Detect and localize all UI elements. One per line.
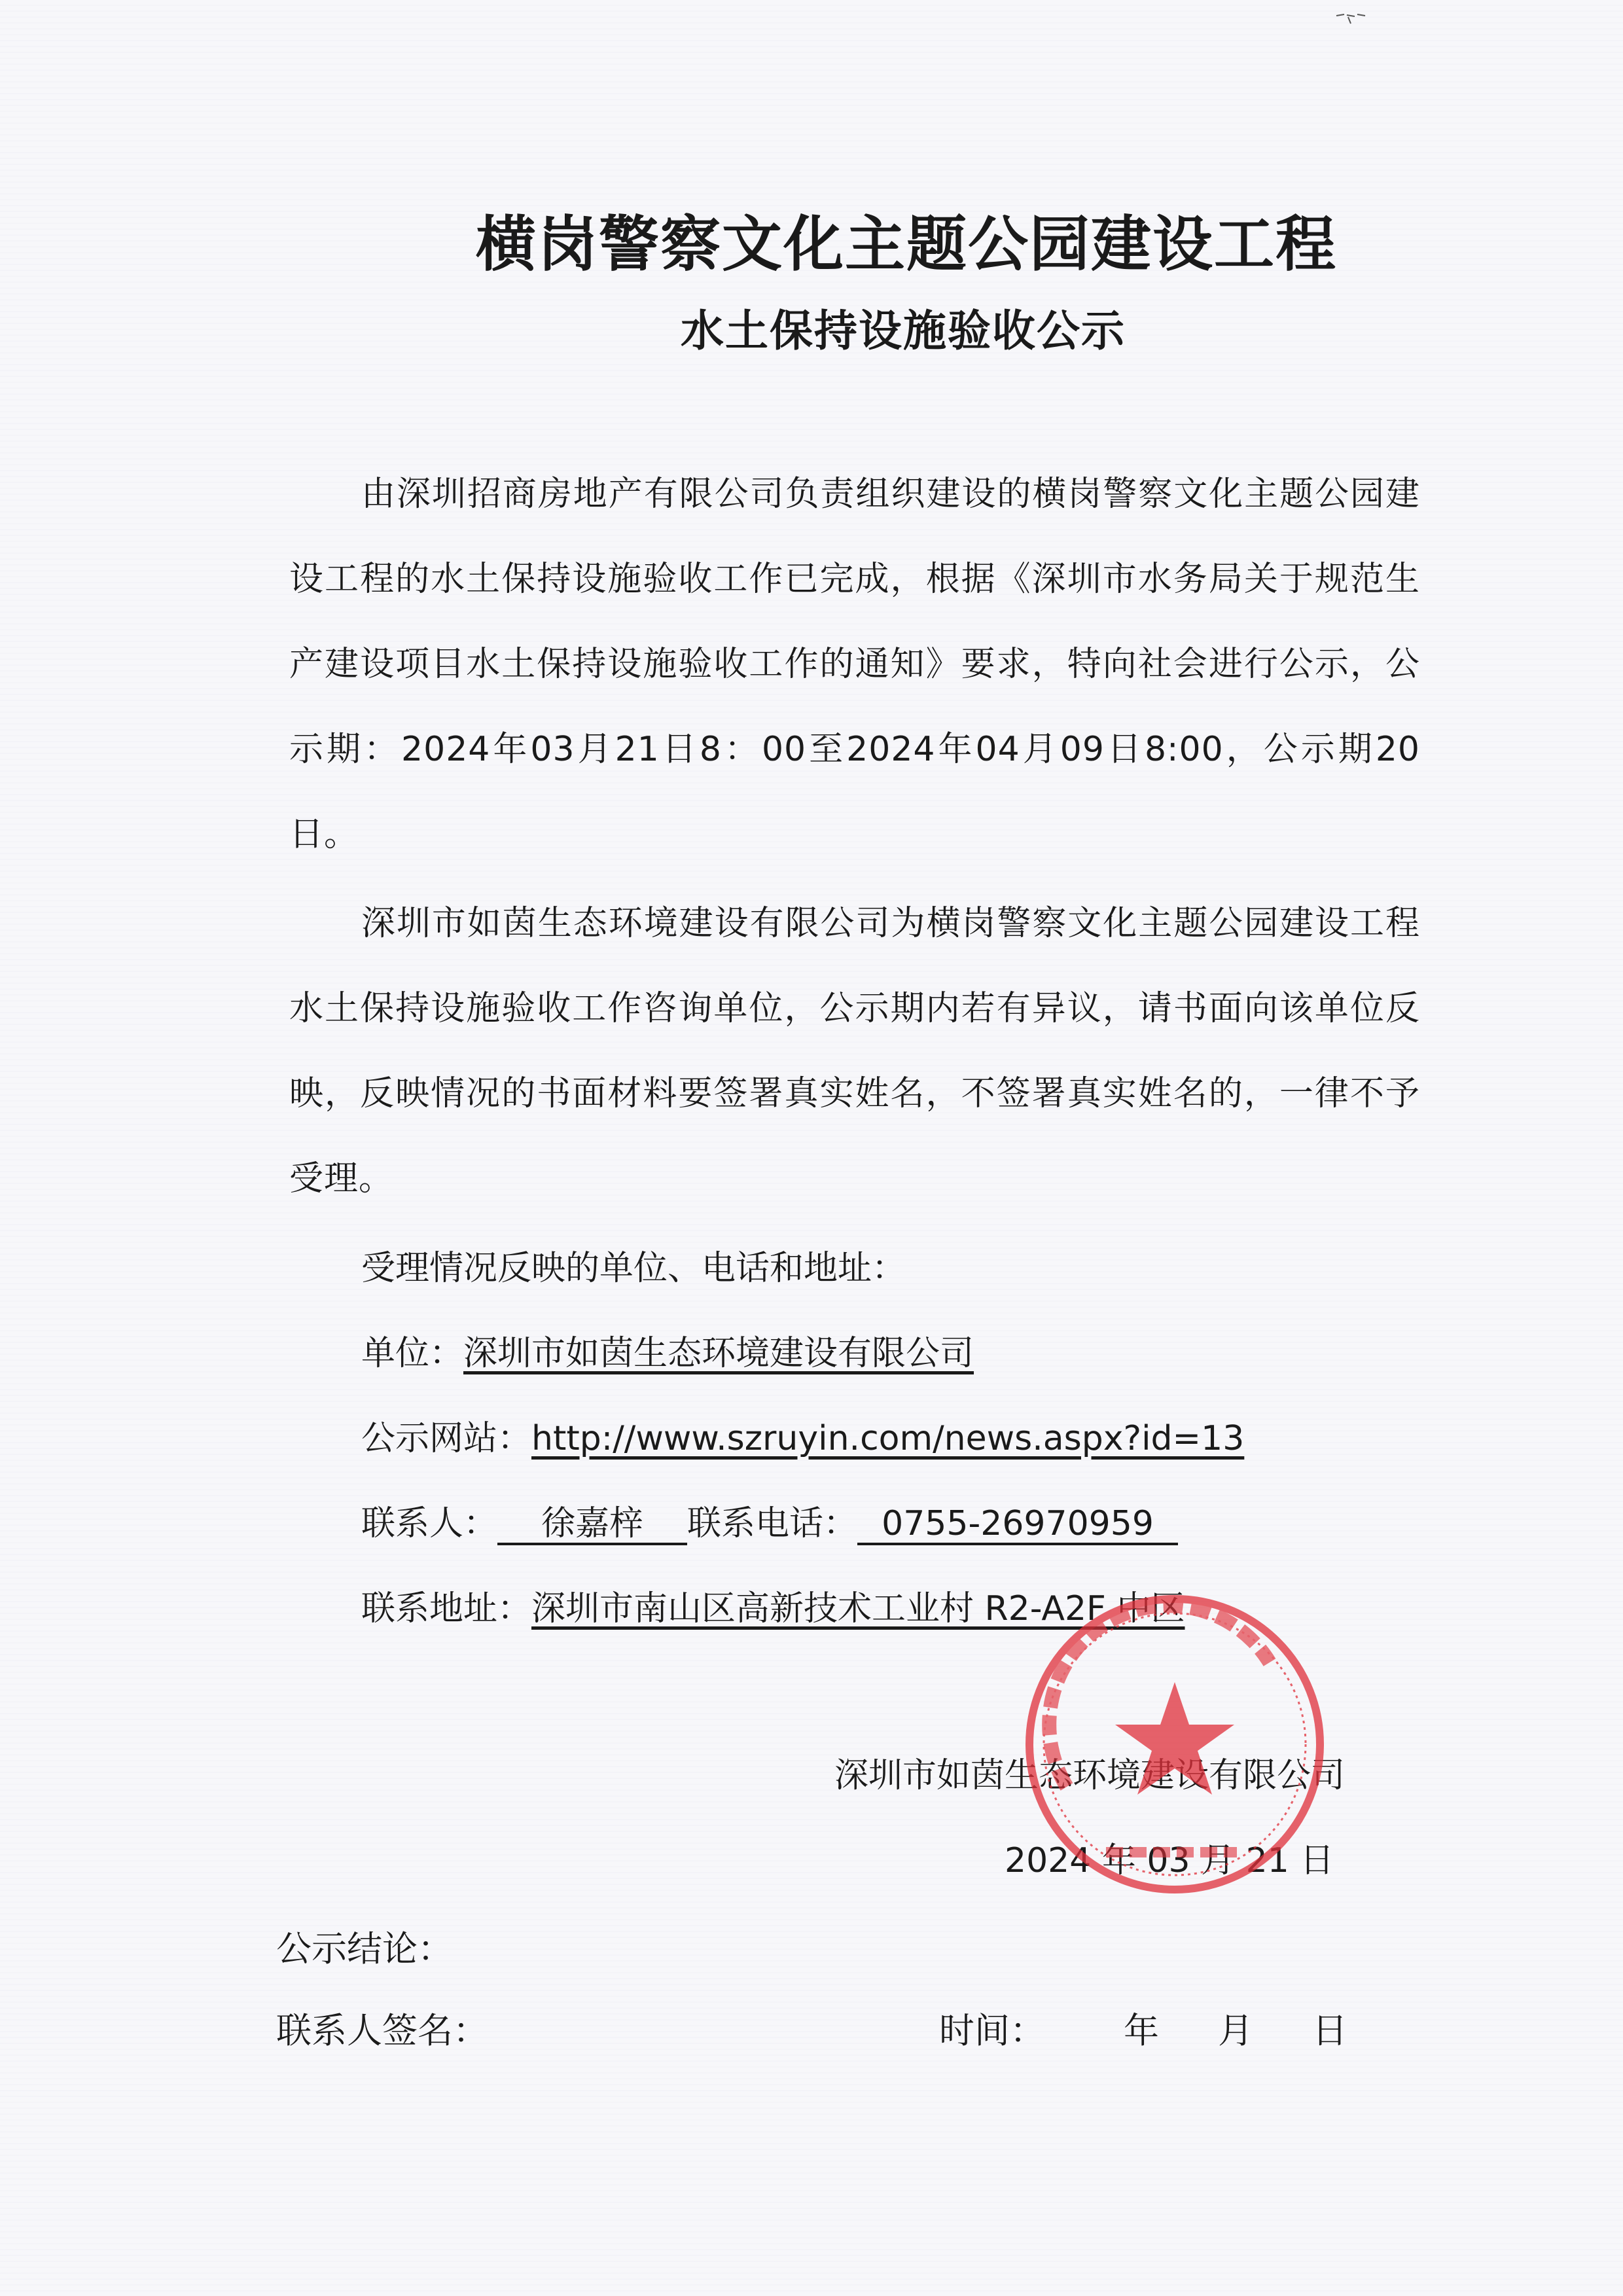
time-line xyxy=(939,2003,1347,2053)
website-label: 公示网站： xyxy=(361,1419,532,1458)
phone-label: 联系电话： xyxy=(687,1504,858,1543)
contact-signature-label: 联系人签名： xyxy=(276,2010,488,2051)
contact-line xyxy=(361,1496,1178,1545)
paragraph-1: 由深圳招商房地产有限公司负责组织建设的横岗警察文化主题公园建设工程的水土保持设施验收工作已完成，根据《深圳市水务局关于规范生产建设项目水土保持设施验收工作的通知》要求，特向社会进行公示，公示期：2024年03月21日8：00至2024年04月09日8:00，公示期20日。 xyxy=(289,475,1420,854)
unit-value: 深圳市如茵生态环境建设有限公司 xyxy=(463,1334,974,1373)
intro-line: 受理情况反映的单位、电话和地址： xyxy=(361,1249,906,1288)
scan-mark-icon xyxy=(1335,12,1368,25)
company-seal-icon xyxy=(1021,1590,1329,1898)
month-label: 月 xyxy=(1218,2010,1253,2051)
document-subtitle: 水土保持设施验收公示 xyxy=(681,305,1126,356)
address-label: 联系地址： xyxy=(361,1589,532,1628)
unit-label: 单位： xyxy=(361,1334,464,1373)
conclusion-label: 公示结论： xyxy=(276,1928,453,1969)
website-line xyxy=(361,1410,1244,1460)
time-label: 时间： xyxy=(939,2010,1045,2051)
day-label: 日 xyxy=(1312,2010,1347,2051)
paragraph-2-block xyxy=(289,881,1420,1221)
website-link[interactable]: http://www.szruyin.com/news.aspx?id=13 xyxy=(531,1419,1245,1458)
document-title: 横岗警察文化主题公园建设工程 xyxy=(475,209,1337,279)
address-value: 深圳市南山区高新技术工业村 R2-A2F 中区 xyxy=(531,1589,1185,1628)
phone-number: 0755-26970959 xyxy=(857,1505,1178,1545)
contact-name: 徐嘉梓 xyxy=(497,1505,687,1545)
signature-date: 2024 年 03 月 21 日 xyxy=(1005,1841,1334,1880)
signature-company: 深圳市如茵生态环境建设有限公司 xyxy=(834,1756,1346,1795)
year-label: 年 xyxy=(1124,2010,1159,2051)
paragraph-1-block xyxy=(289,452,1420,877)
unit-line xyxy=(361,1325,974,1374)
paragraph-2: 深圳市如茵生态环境建设有限公司为横岗警察文化主题公园建设工程水土保持设施验收工作咨询单位，公示期内若有异议，请书面向该单位反映，反映情况的书面材料要签署真实姓名，不签署真实姓名的，一律不予受理。 xyxy=(289,904,1420,1198)
contact-label: 联系人： xyxy=(361,1504,498,1543)
